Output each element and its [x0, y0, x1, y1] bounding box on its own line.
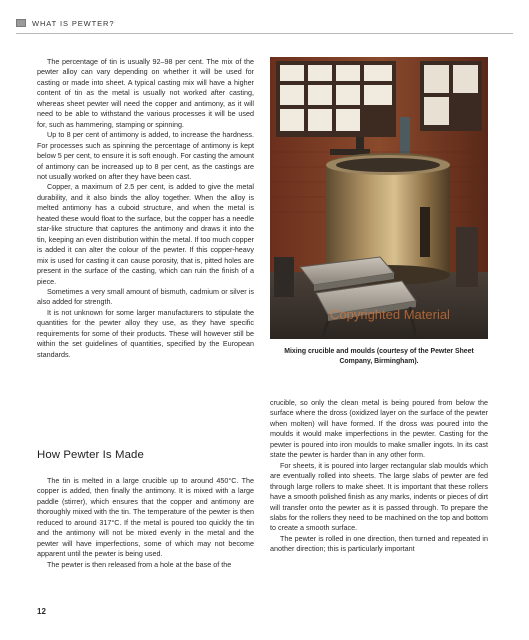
paragraph: For sheets, it is poured into larger rectangular slab moulds which are eventually rolled into sheets. The large slabs of pewter are fed through large rollers to make sheet. It is important that these rollers have a smooth polished finish as any marks, indents or pieces of dirt will transfer onto the pewter as it is passed through. To prepare the slabs for the rollers they need to be machined on the top and bottom to create a smooth surface.: [270, 460, 488, 533]
header-divider: [16, 33, 513, 34]
paragraph: It is not unknown for some larger manufacturers to stipulate the quantities for the pewter alloy they use, as they have specific requirements for some of their products. These will however still be within the set guidelines of quantities, specified by the European standards.: [37, 307, 254, 359]
left-column-top: [37, 57, 254, 360]
right-column-bottom: [270, 398, 488, 555]
left-column-bottom: [37, 476, 254, 570]
running-header: [16, 16, 114, 30]
crucible-photo: [270, 57, 488, 339]
header-title: WHAT IS PEWTER?: [32, 18, 115, 28]
crucible-photo-illustration: [270, 57, 488, 339]
paragraph: The tin is melted in a large crucible up to around 450°C. The copper is added, then finally the antimony. It is mixed with a large paddle (stirrer), which ensures that the copper and antimony are thoroughly mixed with the tin. The temperature of the pewter is then reduced to around 317°C. If the metal is poured too quickly the tin and the antimony will not be mixed evenly in the metal and the pewter will have imperfections, some of which may not become apparent until the pewter is being used.: [37, 476, 254, 559]
paragraph: The pewter is then released from a hole at the base of the: [47, 559, 232, 569]
watermark-text: Copyrighted Material: [330, 307, 450, 322]
paragraph: The percentage of tin is usually 92–98 per cent. The mix of the pewter alloy can vary depending on whether it will be used for casting or made into sheet. A typical casting mix will have a higher content of tin as the metal is usually not worked after casting, whereas sheet pewter will need the copper and antimony, as it will need to be able to withstand the various processes it will be used for, such as hammering, stamping or spinning.: [37, 57, 254, 129]
paragraph: Sometimes a very small amount of bismuth, cadmium or silver is also added for strength.: [37, 286, 254, 307]
page-number: 12: [37, 607, 46, 616]
paragraph: The pewter is rolled in one direction, then turned and repeated in another direction; this is particularly important: [270, 533, 488, 554]
paragraph: Copper, a maximum of 2.5 per cent, is added to give the metal durability, and it also binds the alloy together. When the alloy is melted antimony has a cuboid structure, and when the metal is heated these would float to the surface, but the copper has a needle star-like structure that captures the antimony and draws it into the tin, keeping an even distribution within the metal. If too much copper is added it can alter the colour of the pewter. If this copper-heavy mix is used for casting it can cause porosity, that is, pitted holes are present in the surface of the casting, which can ruin the finish of a piece.: [37, 182, 254, 286]
section-heading: How Pewter Is Made: [37, 449, 144, 461]
paragraph: Up to 8 per cent of antimony is added, to increase the hardness. For processes such as spinning the percentage of antimony is kept below 5 per cent, to ensure it is soft enough. For casting the amount of antimony can be increased up to 8 per cent, as the castings are not usually worked on after they have been cast.: [37, 130, 254, 181]
paragraph: crucible, so only the clean metal is being poured from below the surface where the dross (oxidized layer on the surface of the pewter when molten) will have formed. If the dross was poured into the moulds it would make imperfections in the pewter. Casting for the pewter is poured into iron moulds to make smaller ingots. In its cast state the pewter is harder than in any other form.: [270, 398, 488, 460]
header-square-icon: [16, 19, 26, 27]
figure-caption: Mixing crucible and moulds (courtesy of the Pewter Sheet Company, Birmingham).: [284, 348, 474, 365]
